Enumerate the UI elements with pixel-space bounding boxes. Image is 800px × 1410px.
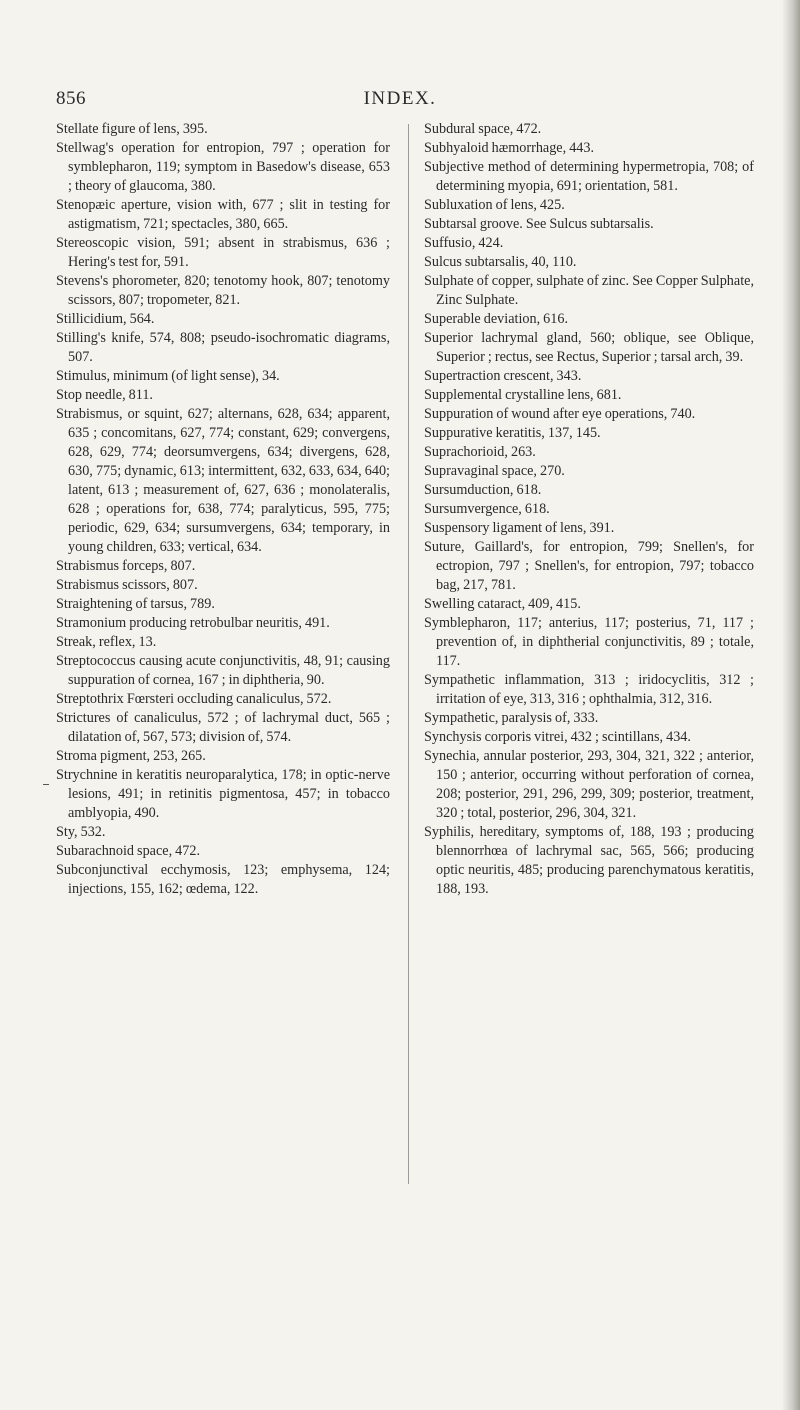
index-entry: Suture, Gaillard's, for entropion, 799; Snellen's, for ectropion, 797 ; Snellen's, for entropion, 797; tobacco bag, 217, 781.	[424, 539, 754, 593]
index-entry: Stevens's phorometer, 820; tenotomy hook, 807; tenotomy scissors, 807; tropometer, 821.	[56, 273, 390, 308]
index-entry: Stop needle, 811.	[56, 387, 153, 403]
index-entry: Straightening of tarsus, 789.	[56, 596, 215, 612]
index-column-left	[56, 120, 390, 899]
index-entry: Stenopæic aperture, vision with, 677 ; slit in testing for astigmatism, 721; spectacles, 380, 665.	[56, 197, 390, 232]
index-entry: Stramonium producing retrobulbar neuritis, 491.	[56, 615, 330, 631]
index-entry: Symblepharon, 117; anterius, 117; posterius, 71, 117 ; prevention of, in diphtherial conjunctivitis, 89 ; totale, 117.	[424, 615, 754, 669]
index-entry: Sulphate of copper, sulphate of zinc. See Copper Sulphate, Zinc Sulphate.	[424, 273, 754, 308]
index-entry: Synchysis corporis vitrei, 432 ; scintillans, 434.	[424, 729, 691, 745]
index-entry: Stereoscopic vision, 591; absent in strabismus, 636 ; Hering's test for, 591.	[56, 235, 390, 270]
index-column-right	[424, 120, 754, 899]
index-entry: Suspensory ligament of lens, 391.	[424, 520, 615, 536]
index-entry: Suppuration of wound after eye operations, 740.	[424, 406, 696, 422]
index-entry: Subarachnoid space, 472.	[56, 843, 200, 859]
page-number: 856	[56, 88, 86, 109]
index-entry: Sulcus subtarsalis, 40, 110.	[424, 254, 577, 270]
index-entry: Sursumduction, 618.	[424, 482, 542, 498]
index-entry: Suppurative keratitis, 137, 145.	[424, 425, 601, 441]
index-entry: Supravaginal space, 270.	[424, 463, 565, 479]
running-head-title: INDEX.	[363, 88, 437, 109]
index-entry: Stellate figure of lens, 395.	[56, 121, 208, 137]
column-divider	[408, 124, 409, 1184]
index-entry: Subjective method of determining hypermetropia, 708; of determining myopia, 691; orientation, 581.	[424, 159, 754, 194]
index-entry: Strictures of canaliculus, 572 ; of lachrymal duct, 565 ; dilatation of, 567, 573; division of, 574.	[56, 710, 390, 745]
index-entry: Stilling's knife, 574, 808; pseudo-isochromatic diagrams, 507.	[56, 330, 390, 365]
index-entry: Subdural space, 472.	[424, 121, 542, 137]
index-entry: Subconjunctival ecchymosis, 123; emphysema, 124; injections, 155, 162; œdema, 122.	[56, 862, 390, 897]
index-entry: Sty, 532.	[56, 824, 106, 840]
index-entry: Strabismus, or squint, 627; alternans, 628, 634; apparent, 635 ; concomitans, 627, 774; constant, 629; convergens, 628, 629, 774; deorsumvergens, 634; divergens, 628, 630, 775; dynamic, 613; intermittent, 632, 633, 634, 640; latent, 613 ; measurement of, 627, 636 ; monolateralis, 628 ; operations for, 638, 774; paralyticus, 595, 775; periodic, 629, 634; sursumvergens, 634; temporary, in young children, 633; vertical, 634.	[56, 406, 390, 555]
index-entry: Streptothrix Fœrsteri occluding canaliculus, 572.	[56, 691, 332, 707]
index-entry: Subhyaloid hæmorrhage, 443.	[424, 140, 595, 156]
index-entry: Streptococcus causing acute conjunctivitis, 48, 91; causing suppuration of cornea, 167 ; in diphtheria, 90.	[56, 653, 390, 688]
index-entry: Stroma pigment, 253, 265.	[56, 748, 206, 764]
index-entry: Supplemental crystalline lens, 681.	[424, 387, 622, 403]
margin-mark	[43, 784, 49, 785]
index-entry: Sympathetic, paralysis of, 333.	[424, 710, 599, 726]
index-entry: Sursumvergence, 618.	[424, 501, 550, 517]
index-entry: Sympathetic inflammation, 313 ; iridocyclitis, 312 ; irritation of eye, 313, 316 ; ophthalmia, 312, 316.	[424, 672, 754, 707]
index-entry: Subluxation of lens, 425.	[424, 197, 565, 213]
index-entry: Strabismus scissors, 807.	[56, 577, 198, 593]
index-entry: Stillicidium, 564.	[56, 311, 155, 327]
page-edge-shadow	[782, 0, 800, 1410]
index-entry: Suffusio, 424.	[424, 235, 504, 251]
index-entry: Stellwag's operation for entropion, 797 ; operation for symblepharon, 119; symptom in Basedow's disease, 653 ; theory of glaucoma, 380.	[56, 140, 390, 194]
index-entry: Subtarsal groove. See Sulcus subtarsalis.	[424, 216, 654, 232]
index-entry: Suprachorioid, 263.	[424, 444, 536, 460]
index-entry: Swelling cataract, 409, 415.	[424, 596, 581, 612]
index-entry: Strabismus forceps, 807.	[56, 558, 196, 574]
index-entry: Stimulus, minimum (of light sense), 34.	[56, 368, 280, 384]
index-entry: Supertraction crescent, 343.	[424, 368, 582, 384]
index-entry: Synechia, annular posterior, 293, 304, 321, 322 ; anterior, 150 ; anterior, occurring without perforation of cornea, 208; posterior, 291, 296, 299, 309; posterior, treatment, 320 ; total, posterior, 296, 304, 321.	[424, 748, 754, 821]
index-entry: Superable deviation, 616.	[424, 311, 568, 327]
index-entry: Syphilis, hereditary, symptoms of, 188, 193 ; producing blennorrhœa of lachrymal sac, 565, 566; producing optic neuritis, 485; producing parenchymatous keratitis, 188, 193.	[424, 824, 754, 897]
index-entry: Strychnine in keratitis neuroparalytica, 178; in optic-nerve lesions, 491; in retinitis pigmentosa, 457; in tobacco amblyopia, 490.	[56, 767, 390, 821]
index-entry: Superior lachrymal gland, 560; oblique, see Oblique, Superior ; rectus, see Rectus, Superior ; tarsal arch, 39.	[424, 330, 754, 365]
index-entry: Streak, reflex, 13.	[56, 634, 157, 650]
